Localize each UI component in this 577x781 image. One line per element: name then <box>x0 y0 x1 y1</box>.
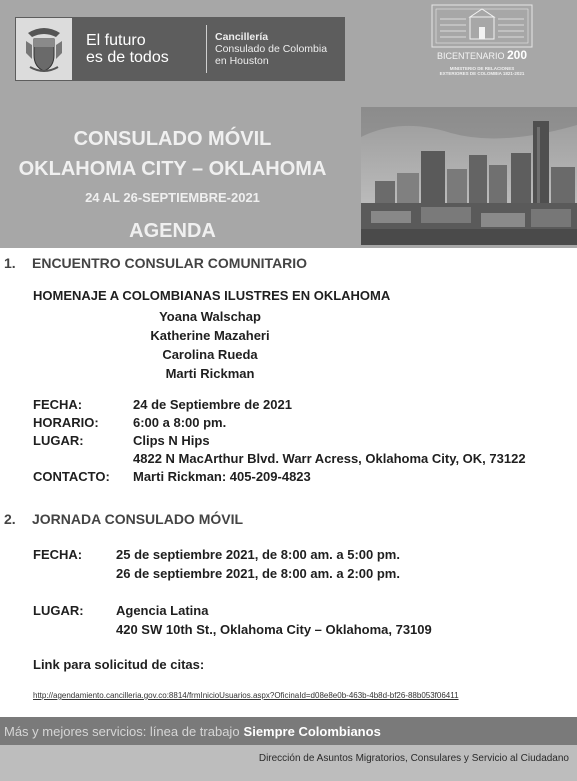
section-2-title: JORNADA CONSULADO MÓVIL <box>32 511 244 527</box>
honoree-name: Yoana Walschap <box>159 309 261 324</box>
lugar-address: 4822 N MacArthur Blvd. Warr Acress, Oklahoma City, OK, 73122 <box>133 451 526 466</box>
hero-title-line-1: CONSULADO MÓVIL <box>73 128 272 150</box>
section-1-title: ENCUENTRO CONSULAR COMUNITARIO <box>32 255 308 271</box>
consulado-text: Consulado de Colombia <box>215 43 328 55</box>
fecha-label: FECHA: <box>33 547 83 562</box>
cancilleria-text: Cancillería <box>215 31 269 43</box>
footer-service-line <box>0 717 577 745</box>
fecha-line-2: 26 de septiembre 2021, de 8:00 am. a 2:00 pm. <box>116 566 400 581</box>
lugar-name: Agencia Latina <box>116 603 209 618</box>
bicentenario-sub-2: EXTERIORES DE COLOMBIA 1821-2021 <box>439 71 525 76</box>
bicentenario-building-icon <box>430 3 534 49</box>
lugar-address: 420 SW 10th St., Oklahoma City – Oklahoma, 73109 <box>116 622 432 637</box>
section-1-number: 1. <box>4 255 16 271</box>
bicentenario-subtitle <box>430 66 534 76</box>
footer-line-text: Más y mejores servicios: línea de trabajo <box>4 723 240 739</box>
coat-of-arms-icon <box>16 18 72 80</box>
bicentenario-word: BICENTENARIO <box>436 51 505 61</box>
hero-dates: 24 AL 26-SEPTIEMBRE-2021 <box>85 190 260 205</box>
slogan <box>86 32 196 66</box>
lugar-label: LUGAR: <box>33 433 84 448</box>
city-skyline-photo <box>361 107 577 245</box>
honoree-name: Carolina Rueda <box>162 347 258 362</box>
section-1-heading <box>4 255 307 271</box>
horario-value: 6:00 a 8:00 pm. <box>133 415 227 430</box>
bicentenario-logo <box>430 3 534 81</box>
hero-title-line-2: OKLAHOMA CITY – OKLAHOMA <box>18 158 327 180</box>
consulado-label <box>215 31 327 67</box>
houston-text: en Houston <box>215 55 269 67</box>
slogan-line-2: es de todos <box>86 49 169 66</box>
lugar-label: LUGAR: <box>33 603 84 618</box>
government-logo-box <box>15 17 345 81</box>
contacto-label: CONTACTO: <box>33 469 110 484</box>
honoree-name: Marti Rickman <box>165 366 255 381</box>
fecha-value: 24 de Septiembre de 2021 <box>133 397 292 412</box>
bicentenario-title <box>430 50 534 61</box>
hero-agenda: AGENDA <box>129 220 216 242</box>
footer-bottom-bar <box>0 745 577 781</box>
footer-line-emphasis: Siempre Colombianos <box>243 723 381 739</box>
logo-divider <box>206 25 207 73</box>
bicentenario-number: 200 <box>507 48 528 62</box>
lugar-value: Clips N Hips <box>133 433 210 448</box>
section-2-number: 2. <box>4 511 16 527</box>
homage-heading: HOMENAJE A COLOMBIANAS ILUSTRES EN OKLAHOMA <box>33 288 391 303</box>
bicentenario-sub-1: MINISTERIO DE RELACIONES <box>449 66 515 71</box>
section-2-heading <box>4 511 243 527</box>
fecha-line-1: 25 de septiembre 2021, de 8:00 am. a 5:00 pm. <box>116 547 400 562</box>
appointment-link[interactable]: http://agendamiento.cancilleria.gov.co:8814/frmInicioUsuarios.aspx?OficinaId=d08e8e0b-463b-4b8d-bf26-88b053f06411 <box>33 691 459 700</box>
footer-direccion: Dirección de Asuntos Migratorios, Consulares y Servicio al Ciudadano <box>258 753 569 764</box>
horario-label: HORARIO: <box>33 415 99 430</box>
contacto-value: Marti Rickman: 405-209-4823 <box>133 469 311 484</box>
fecha-label: FECHA: <box>33 397 83 412</box>
slogan-line-1: El futuro <box>86 32 146 49</box>
header-banner <box>0 0 577 248</box>
honoree-name: Katherine Mazaheri <box>150 328 270 343</box>
link-label: Link para solicitud de citas: <box>33 657 205 672</box>
